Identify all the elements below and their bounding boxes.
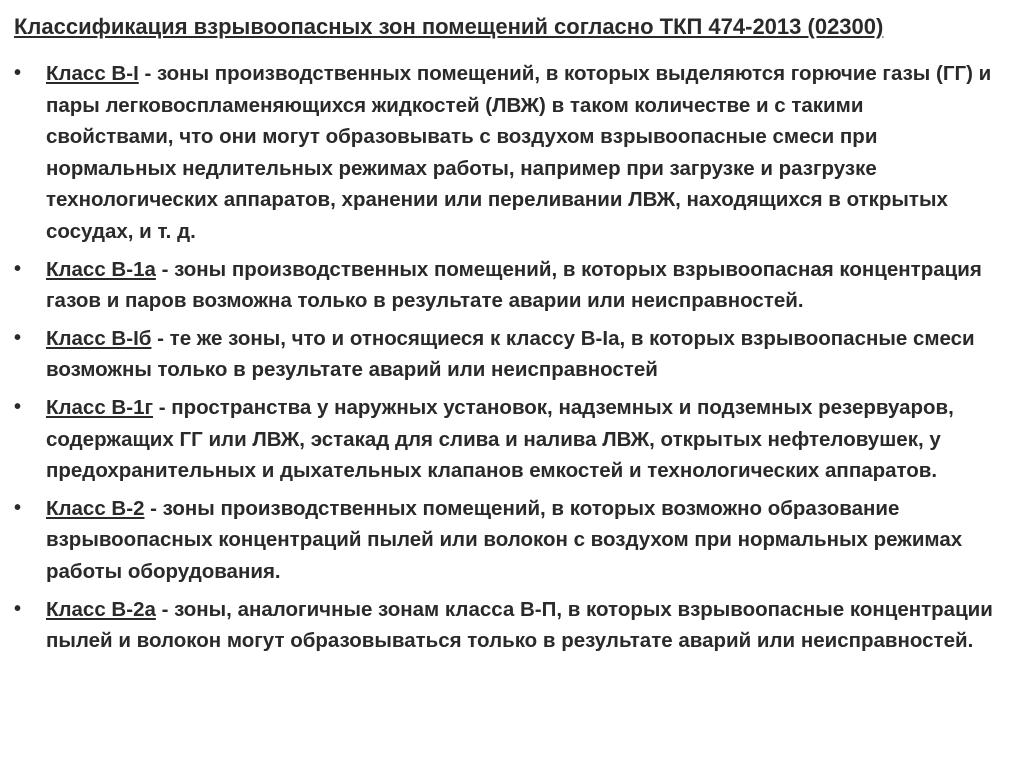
- class-description: - зоны производственных помещений, в которых выделяются горючие газы (ГГ) и пары легковоспламеняющихся жидкостей (ЛВЖ) в таком количестве и с такими свойствами, что они могут образовывать с воздухом взрывоопасные смеси при нормальных недлительных режимах работы, например при загрузке и разгрузке технологических аппаратов, хранении или переливании ЛВЖ, находящихся в открытых сосудах, и т. д.: [46, 62, 992, 243]
- class-term: Класс В-1а: [46, 257, 156, 281]
- class-term: Класс В-1г: [46, 395, 154, 419]
- list-item: [0, 254, 1024, 317]
- bullet-icon: •: [14, 395, 22, 418]
- list-item: [0, 493, 1024, 588]
- bullet-icon: •: [14, 326, 22, 349]
- list-item: [0, 594, 1024, 657]
- classification-list: [0, 58, 1024, 663]
- class-description: - пространства у наружных установок, надземных и подземных резервуаров, содержащих ГГ или ЛВЖ, эстакад для слива и налива ЛВЖ, открытых нефтеловушек, у предохранительных и дыхательных клапанов емкостей и технологических аппаратов.: [46, 395, 954, 483]
- bullet-icon: •: [14, 597, 22, 620]
- class-term: Класс В-2: [46, 496, 145, 520]
- class-description: - зоны, аналогичные зонам класса В-П, в которых взрывоопасные концентрации пылей и волокон могут образовываться только в результате аварий или неисправностей.: [46, 597, 993, 653]
- bullet-icon: •: [14, 62, 22, 84]
- class-term: Класс В-Iб: [46, 326, 152, 350]
- class-description: - те же зоны, что и относящиеся к классу В-Iа, в которых взрывоопасные смеси возможны только в результате аварий или неисправностей: [46, 326, 975, 382]
- slide-title: Классификация взрывоопасных зон помещений согласно ТКП 474-2013 (02300): [14, 14, 884, 39]
- bullet-icon: •: [14, 257, 22, 280]
- class-description: - зоны производственных помещений, в которых возможно образование взрывоопасных концентраций пылей или волокон с воздухом при нормальных режимах работы оборудования.: [46, 496, 963, 583]
- class-description: - зоны производственных помещений, в которых взрывоопасная концентрация газов и паров возможна только в результате аварии или неисправностей.: [46, 257, 982, 313]
- class-term: Класс В-2а: [46, 597, 156, 621]
- bullet-icon: •: [14, 496, 22, 519]
- class-term: Класс В-I: [46, 62, 139, 85]
- list-item: [0, 392, 1024, 487]
- list-item: [0, 323, 1024, 386]
- list-item: [0, 58, 1024, 248]
